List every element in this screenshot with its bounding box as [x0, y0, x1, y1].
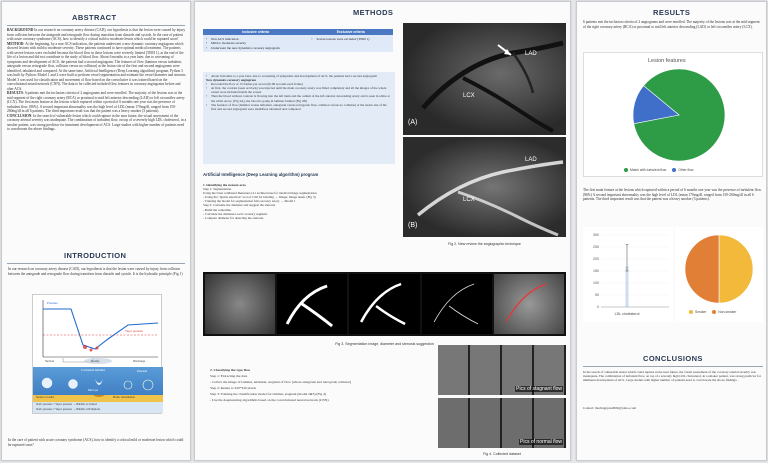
angiogram-b	[403, 137, 566, 237]
step2-block	[210, 367, 420, 447]
seg-stenosis	[494, 274, 564, 334]
discharge-label: Discharge	[133, 359, 146, 363]
seg-centerline	[422, 274, 492, 334]
background-text: In our research on coronary artery disease (CAD), our hypothesis is that the lesion were caused by injury from collision between the antegrade and retrograde flow during transition from diastole and systole. In the case of patient with acute coronary syndrome (ACS), how to identify a critical mild or moderate lesion which could be ruptured soon?	[7, 28, 186, 41]
intro-para-1: In our research on coronary artery disease (CAD), our hypothesis is that the lesion were caused by injury from collision between the antegrade and retrograde flow during transition from diastole and systole. It is the hydraulic principle (Fig 1)	[8, 267, 183, 276]
seg-mask-2	[349, 274, 419, 334]
conclusions-para: In the search of vulnerable lesion which could rupture in the near future, the visual assessment of the coronary arterial severity was inadequate. The combination of turbulent flow, on top of a severely high LDL cholesterol, in a smoker patient, was strong predictor for imminent development of ACS. Large studies with higher number of patients need to corroborate the above findings.	[583, 370, 762, 383]
conclusions-title: CONCLUSIONS	[643, 354, 703, 363]
methods-title: METHODS	[353, 8, 394, 17]
note-box	[33, 402, 163, 413]
pie2-legend	[689, 310, 736, 314]
protocol-block	[203, 72, 395, 164]
step2-line: - Use the deeplearning algorithms based on the convolutional neural network (CNN)	[210, 398, 329, 402]
legend-swatch-other	[672, 168, 676, 172]
legend-swatch-turbulent	[624, 168, 628, 172]
inclusive-cell	[203, 35, 308, 52]
micro-jet-label: Micro jet	[88, 389, 99, 392]
step1-line: Step 2: Calculate the diameter and suggest the stenosis	[203, 203, 276, 208]
lesion-features-chart	[583, 52, 763, 177]
step1-line: Using the Unet combined Densenet-121 architectures for medical image segmentation	[203, 191, 317, 196]
y-tick-label: 200	[593, 257, 599, 262]
panel-a-label: (A)	[408, 119, 418, 126]
normal-label: Pics of normal flow	[520, 439, 562, 445]
suction-label: Suction	[45, 359, 55, 363]
fig3-caption: Fig 3. Segmentation image, diameter and stenosis suggestion	[335, 342, 434, 346]
ldl-bar	[626, 266, 629, 307]
pie2-svg	[675, 227, 763, 322]
abstract-body	[7, 28, 187, 243]
step2-line: - Collect the image of laminar, turbulent, stagnant of flow (where antegrade and retrograde collision)	[210, 380, 352, 384]
exclusive-item: • Severe lesions were excluded (TIMI 1)	[311, 37, 390, 41]
hydraulic-figure	[32, 294, 162, 414]
seg-mask-1	[277, 274, 347, 334]
results-panel	[576, 1, 767, 461]
lad-label-b: LAD	[525, 157, 537, 163]
step1-line: Step 1: Segmentation	[203, 187, 232, 192]
step1-title: 1. Identifying the stenosis area	[203, 183, 246, 187]
panel-b-label: (B)	[408, 222, 418, 229]
legend-non-smoker: Non-smoker	[718, 310, 737, 314]
intro-para-2: In the care of patient with acute coronary syndrome (ACS), how to identify a critical mild or moderate lesion which could be ruptured soon?	[8, 438, 184, 447]
abstract-rule	[7, 25, 185, 26]
y-tick-label: 50	[595, 293, 599, 298]
conclusions-rule	[583, 366, 763, 367]
lad-label-a: LAD	[525, 51, 537, 57]
y-tick-label: 100	[593, 281, 599, 286]
legend-smoker: Smoker	[695, 310, 707, 314]
normal-flow-grid	[438, 398, 566, 448]
stagnant-flow-grid	[438, 345, 566, 395]
step1-line: - Using the "Quick selection" tool of CS6 for labeling → Image; Image mask. (Fig 3)	[203, 195, 316, 200]
y-tick-label: 150	[593, 269, 599, 274]
ldl-chart	[583, 227, 673, 322]
pie-slice-smoker	[719, 235, 753, 303]
fig4-caption: Fig 4. Collected dataset	[483, 452, 521, 456]
seg-original	[205, 274, 275, 334]
pie1-legend	[624, 168, 693, 172]
protocol-intro: • About 6 months to a year later, due to worsening of symptoms and development of ACS, the patients had a second angiogram	[206, 74, 392, 78]
surface-label: Surface of solid	[36, 396, 54, 399]
lcx-label-b: LCX	[463, 197, 475, 203]
results-title: RESULTS	[653, 8, 691, 17]
ldl-bar-svg	[583, 227, 673, 322]
background-label: BACKGROUND	[7, 28, 34, 32]
lcx-label-a: LCX	[463, 93, 475, 99]
vessel-a	[403, 23, 566, 135]
angiogram-a	[403, 23, 566, 135]
rebound-label: Rebound	[137, 370, 148, 373]
introduction-title: INTRODUCTION	[64, 251, 127, 260]
step1-line: - Calculate the diameters each coronary segment.	[203, 211, 268, 216]
criteria-table	[203, 29, 393, 52]
y-tick-label: 250	[593, 245, 599, 250]
exclusive-cell	[308, 35, 393, 52]
legend-turbulent: Match with turbulent flow	[630, 168, 667, 172]
y-tick-label: 0	[597, 305, 599, 310]
step1-line: - Build the centerline.	[203, 207, 232, 212]
cavitation-label: Cavitation bubbles	[81, 368, 105, 372]
smoker-chart	[675, 227, 763, 322]
conclusion-text: : In the search of vulnerable lesion which could rupture in the near future, the visual assessment of the coronary arterial severity was inadequate. The combination of turbulent flow, on top of a severely high LDL cholesterol, in a smoker patient, was strong predictor for imminent development of ACS. Large studies with higher number of patients need to corroborate the above findings.	[7, 113, 187, 131]
step2-line: Step 3: Training the classification model for laminar, stagnant (model 2&3) (Fig 4)	[210, 392, 327, 396]
fig2-caption: Fig 2. New review the angiographic technique	[448, 242, 521, 246]
plastic-label: Plastic deformation	[113, 396, 135, 399]
note-2: Static pressure > Vapor pressure → Bubbles will implode	[36, 407, 101, 411]
y-tick-label: 300	[593, 233, 599, 238]
results-para-2: The first main feature at the lesions which ruptured within a period of 6 months one year was the presence of turbulent flow. (86%) A second important abnormality was the high level of LDL (mean 170mg/dl, ranged from 150-260mg/dl in all 6 patients. The third important result was that the patient was a heavy smoker (3 patients).	[583, 188, 762, 201]
protocol-step: • The features of flow (laminar versus turbulent, antegrade versus retrograde flow, collision versus no collision) at the lesion site of the first and second angiogram were identified, tabulated and compared	[206, 103, 392, 111]
results-para-1: 6 patients met the inclusion criteria of 2 angiograms and were enrolled. The majority of the lesions was at the mid segment of the right coronary artery (RCA) or proximal to mid left anterior descending (LAD) or left circumflex artery (LCX).	[583, 20, 760, 29]
legend-swatch-non-smoker	[712, 310, 716, 314]
pie1-title: Lesion features	[648, 58, 686, 64]
new-angiogram-label: New dynamics coronary angiogram	[206, 78, 257, 83]
results-text: : 6 patients met the inclusion criteria of 2 angiograms and were enrolled. The majority of the lesions was at the mid segment of the right coronary artery (RCA) or proximal to mid left anterior descending (LAD) or left circumflex artery (LCX). The first main feature at the lesions which ruptured within a period of 6 months one year was the presence of turbulent flow. (86%). A second important abnormality was the high level of LDL (mean 170mg/dl, ranged from 150-260mg/dl in all 6 patients. The third important result was that the patient was a heavy smoker (3 patients).	[7, 91, 185, 113]
pressure-graph	[33, 295, 163, 365]
inclusive-item: • Non ACS indication	[206, 37, 305, 41]
protocol-step: • At first, the contrast (seen as black) was injected until the main coronary artery was filled completely and all the images of the whole vessel were included inside the screen	[206, 86, 392, 94]
methods-panel	[194, 1, 571, 461]
method-text: : At the beginning, by a non-ACS indication, the patients underwent a new dynamic coronary angiogram which showed lesions with mild to moderate severity. These patients continued to have optimal medical treatment. The patients with severe lesions were excluded because the blood flow in these lesions were severely limited (TIMI 1), at the end of the life of a lesion and did not contribute to the study of blood flow. About 6 months to a year later, due to worsening of symptoms and development of ACS, the patients had a second angiogram. The features of flow (laminar versus turbulent, antegrade versus retrograde flow, collision versus no collision) at the lesion site of the first and second angiograms were identified, tabulated and compared. At the same time, Artificial Intelligence (Deep Learning algorithm) program, Python 3 was built by Python: Model 1 and 2 were built to perform vessel segmentation and estimate the vessel diameter and stenosis. Model 3 was used for classification and movement of flow based on the convolutive it was trained based on the convolutional neural network (CNN). The data to be collected included flow features in coronary angiograms before and after ACS.	[7, 41, 187, 91]
protocol-step: • Recorded the flow at 15 frames per second (0.06 seconds each frame)	[206, 82, 392, 86]
stagnant-label: Pics of stagnant flow	[516, 386, 562, 392]
step2-line: Step 1: Extracting the data	[210, 374, 248, 378]
exclusive-header: Exclusive criteria	[308, 29, 393, 35]
conclusion-label: CONCLUSION	[7, 113, 32, 118]
method-label: METHOD	[7, 41, 24, 46]
cavitation-diagram	[33, 367, 163, 413]
note-1: Static pressure < Vapor pressure → Bubbles is formed	[36, 403, 97, 406]
step1-line: - Compare diameter for detecting the stenosis.	[203, 215, 264, 220]
protocol-step: • Then the blood without contrast is flowing into the left main and the ostium of the left anterior descending artery and is seen in white at the white arrow. (Fig 2A), the blood is going in laminar fashion (Fig 2B)	[206, 94, 392, 102]
pie-slice-non-smoker	[685, 235, 719, 303]
contact-line: Contact: thachnguyen2000@yahoo.com	[583, 406, 637, 410]
abstract-title: ABSTRACT	[72, 13, 117, 22]
inclusive-item: • Underwent the new dynamics coronary angiogram	[206, 46, 305, 50]
ai-title: Artificial Intelligence (Deep Learning algorithm) program	[203, 172, 319, 177]
legend-swatch-smoker	[689, 310, 693, 314]
step2-line: Step 2: Resize to 320*320 pixels	[210, 386, 256, 390]
inclusive-header: Inclusive criteria	[203, 29, 308, 35]
step2-title: 2. Classifying the type flow	[210, 368, 251, 372]
pie1-svg	[584, 53, 764, 178]
inclusive-item: • Mild to moderate severity	[206, 41, 305, 45]
pressure-label: Pressure	[47, 301, 58, 305]
abstract-panel	[1, 1, 191, 461]
legend-other: Other flow	[678, 168, 694, 172]
nozzle-label: Nozzle	[91, 359, 100, 363]
x-axis-label: LDL cholesterol	[614, 312, 640, 316]
step1-line: - Training the model for segmentation full coronary artery → Model 1	[203, 199, 296, 204]
vessel-b	[403, 137, 566, 237]
results-label: RESULTS	[7, 91, 24, 95]
step1-block	[203, 183, 398, 245]
segmentation-strip	[203, 272, 566, 336]
vapor-label: Vapor pressure	[125, 329, 143, 333]
intro-rule	[7, 263, 185, 264]
